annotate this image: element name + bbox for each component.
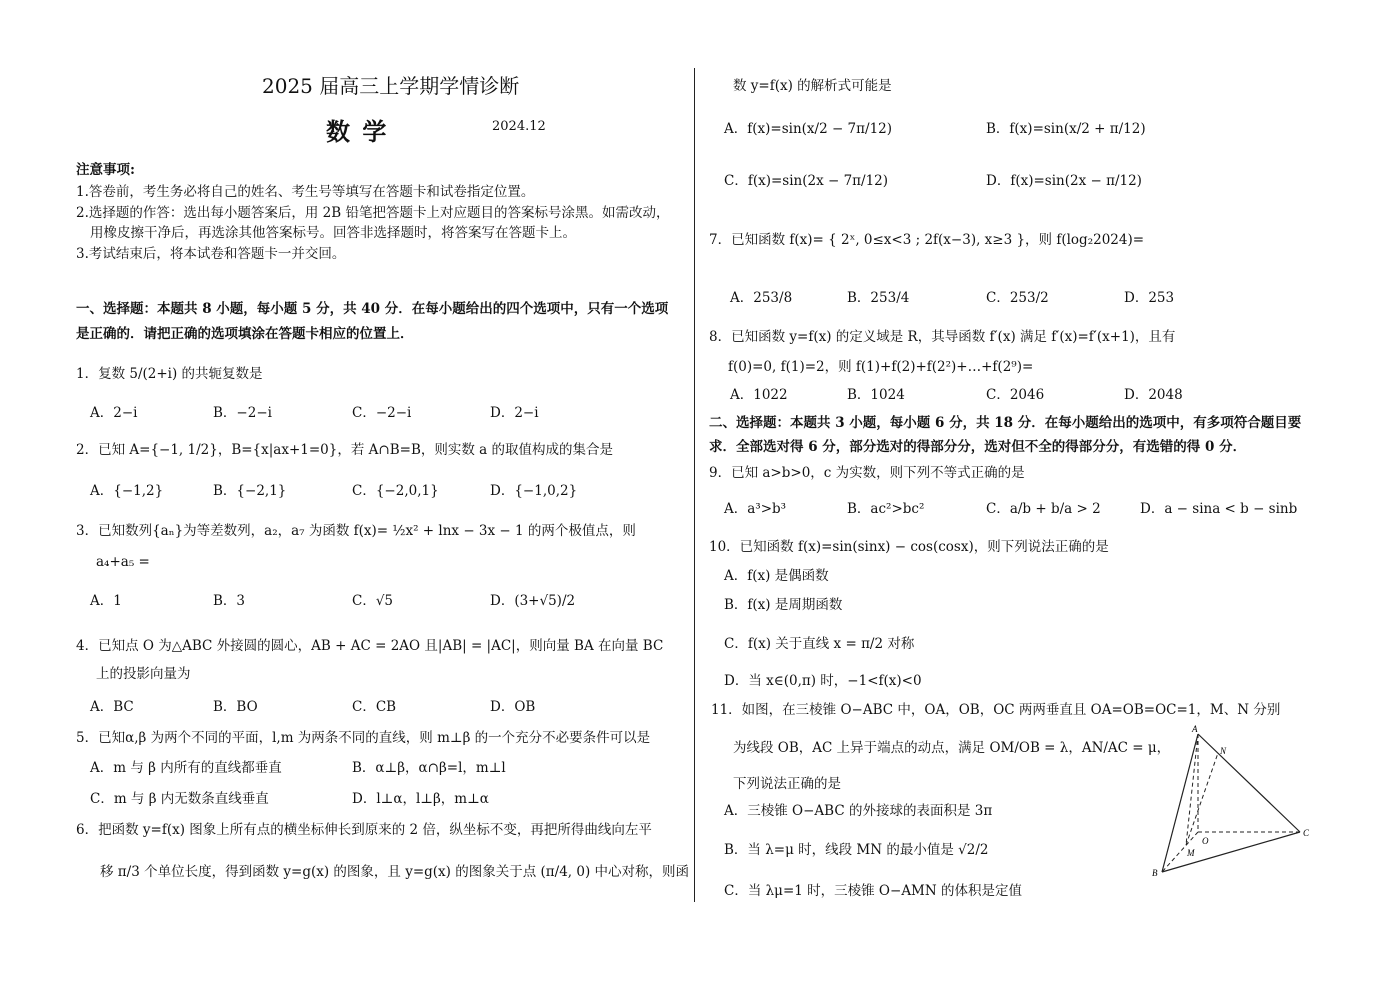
question-11-cont: 为线段 OB，AC 上异于端点的动点，满足 OM/OB = λ，AN/AC = μ， — [733, 740, 1171, 756]
option: A．a³>b³ — [724, 501, 787, 517]
option: C．{−2,0,1} — [352, 483, 439, 499]
label-N: N — [1220, 746, 1227, 756]
option: C．−2−i — [352, 405, 412, 421]
option: D．l⊥α，l⊥β，m⊥α — [352, 791, 489, 807]
option: B．f(x) 是周期函数 — [724, 597, 843, 613]
option: A．m 与 β 内所有的直线都垂直 — [90, 760, 282, 776]
question-8: 8．已知函数 y=f(x) 的定义域是 R，其导函数 f′(x) 满足 f′(x)=f′(x+1)，且有 — [709, 329, 1176, 345]
question-2: 2．已知 A={−1, 1/2}，B={x|ax+1=0}，若 A∩B=B，则实数 a 的取值构成的集合是 — [76, 442, 614, 458]
option: A．f(x)=sin(x/2 − 7π/12) — [724, 121, 893, 137]
subject-title: 数 学 — [326, 117, 389, 146]
option: C．当 λμ=1 时，三棱锥 O−AMN 的体积是定值 — [724, 883, 1022, 899]
question-9: 9．已知 a>b>0，c 为实数，则下列不等式正确的是 — [709, 465, 1025, 481]
option: B．当 λ=μ 时，线段 MN 的最小值是 √2/2 — [724, 842, 989, 858]
option: B．1024 — [847, 387, 905, 403]
section1-heading: 一、选择题：本题共 8 小题，每小题 5 分，共 40 分．在每小题给出的四个选项中，只有一个选项 — [76, 301, 669, 317]
section2-heading: 求．全部选对得 6 分，部分选对的得部分分，选对但不全的得部分分，有选错的得 0 分． — [709, 439, 1247, 455]
label-O: O — [1202, 836, 1209, 846]
option: B．f(x)=sin(x/2 + π/12) — [986, 121, 1146, 137]
edge-AC — [1198, 734, 1300, 832]
option: C．2046 — [986, 387, 1045, 403]
question-11: 11．如图，在三棱锥 O−ABC 中，OA，OB，OC 两两垂直且 OA=OB=OC=1，M、N 分别 — [711, 702, 1281, 718]
notice-item: 2.选择题的作答：选出每小题答案后，用 2B 铅笔把答题卡上对应题目的答案标号涂黑。如需改动， — [76, 205, 670, 221]
option: D．f(x)=sin(2x − π/12) — [986, 173, 1142, 189]
section1-heading: 是正确的．请把正确的选项填涂在答题卡相应的位置上． — [76, 326, 414, 342]
option: C．m 与 β 内无数条直线垂直 — [90, 791, 269, 807]
question-6-cont: 数 y=f(x) 的解析式可能是 — [733, 78, 892, 94]
notice-item: 1.答卷前，考生务必将自己的姓名、考生号等填写在答题卡和试卷指定位置。 — [76, 184, 535, 200]
option: A．BC — [90, 699, 134, 715]
option: C．CB — [352, 699, 397, 715]
question-3-cont: a₄+a₅ = — [96, 554, 150, 570]
notice-item: 3.考试结束后，将本试卷和答题卡一并交回。 — [76, 246, 346, 262]
edge-BC — [1162, 832, 1300, 872]
option: C．√5 — [352, 593, 394, 609]
option: D．253 — [1124, 290, 1175, 306]
exam-date: 2024.12 — [492, 119, 546, 134]
option: B．BO — [213, 699, 258, 715]
question-3: 3．已知数列{aₙ}为等差数列，a₂，a₇ 为函数 f(x)= ½x² + lnx − 3x − 1 的两个极值点，则 — [76, 523, 636, 539]
option: D．2−i — [490, 405, 539, 421]
exam-title: 2025 届高三上学期学情诊断 — [262, 74, 520, 98]
section2-heading: 二、选择题：本题共 3 小题，每小题 6 分，共 18 分．在每小题给出的选项中，有多项符合题目要 — [709, 415, 1302, 431]
notice-item: 用橡皮擦干净后，再选涂其他答案标号。回答非选择题时，将答案写在答题卡上。 — [90, 225, 576, 241]
question-4: 4．已知点 O 为△ABC 外接圆的圆心，AB + AC = 2AO 且|AB| = |AC|，则向量 BA 在向量 BC — [76, 638, 664, 654]
option: B．3 — [213, 593, 246, 609]
option: D．{−1,0,2} — [490, 483, 578, 499]
option: A．1022 — [730, 387, 788, 403]
label-M: M — [1187, 848, 1195, 858]
option: B．253/4 — [847, 290, 910, 306]
tetrahedron-figure — [1140, 722, 1340, 882]
question-6-cont: 移 π/3 个单位长度，得到函数 y=g(x) 的图象，且 y=g(x) 的图象关于点 (π/4, 0) 中心对称，则函 — [100, 864, 690, 880]
question-8-cont: f(0)=0, f(1)=2，则 f(1)+f(2)+f(2²)+…+f(2⁹)= — [728, 359, 1034, 375]
option: C．f(x) 关于直线 x = π/2 对称 — [724, 636, 915, 652]
question-10: 10．已知函数 f(x)=sin(sinx) − cos(cosx)，则下列说法正确的是 — [709, 539, 1109, 555]
option: A．f(x) 是偶函数 — [724, 568, 829, 584]
option: D．2048 — [1124, 387, 1183, 403]
option: C．a/b + b/a > 2 — [986, 501, 1101, 517]
option: A．{−1,2} — [90, 483, 164, 499]
label-A: A — [1192, 724, 1198, 734]
option: A．三棱锥 O−ABC 的外接球的表面积是 3π — [724, 803, 993, 819]
option: A．1 — [90, 593, 122, 609]
label-C: C — [1303, 828, 1310, 838]
question-11-cont: 下列说法正确的是 — [733, 776, 841, 792]
option: C．253/2 — [986, 290, 1049, 306]
question-1: 1．复数 5/(2+i) 的共轭复数是 — [76, 366, 263, 382]
option: B．−2−i — [213, 405, 272, 421]
option: B．ac²>bc² — [847, 501, 925, 517]
question-4-cont: 上的投影向量为 — [96, 666, 191, 682]
option: B．{−2,1} — [213, 483, 287, 499]
question-7: 7．已知函数 f(x)= { 2ˣ, 0≤x<3 ; 2f(x−3), x≥3 }，则 f(log₂2024)= — [709, 232, 1145, 248]
option: C．f(x)=sin(2x − 7π/12) — [724, 173, 889, 189]
option: D．当 x∈(0,π) 时，−1<f(x)<0 — [724, 673, 922, 689]
question-6: 6．把函数 y=f(x) 图象上所有点的横坐标伸长到原来的 2 倍，纵坐标不变，再把所得曲线向左平 — [76, 822, 652, 838]
question-5: 5．已知α,β 为两个不同的平面，l,m 为两条不同的直线，则 m⊥β 的一个充分不必要条件可以是 — [76, 730, 651, 746]
option: D．(3+√5)/2 — [490, 593, 576, 609]
notice-heading: 注意事项: — [76, 162, 135, 178]
label-B: B — [1152, 868, 1158, 878]
column-divider — [694, 68, 695, 902]
option: A．2−i — [90, 405, 138, 421]
option: D．a − sina < b − sinb — [1140, 501, 1298, 517]
option: B．α⊥β，α∩β=l，m⊥l — [352, 760, 506, 776]
option: D．OB — [490, 699, 536, 715]
option: A．253/8 — [730, 290, 793, 306]
